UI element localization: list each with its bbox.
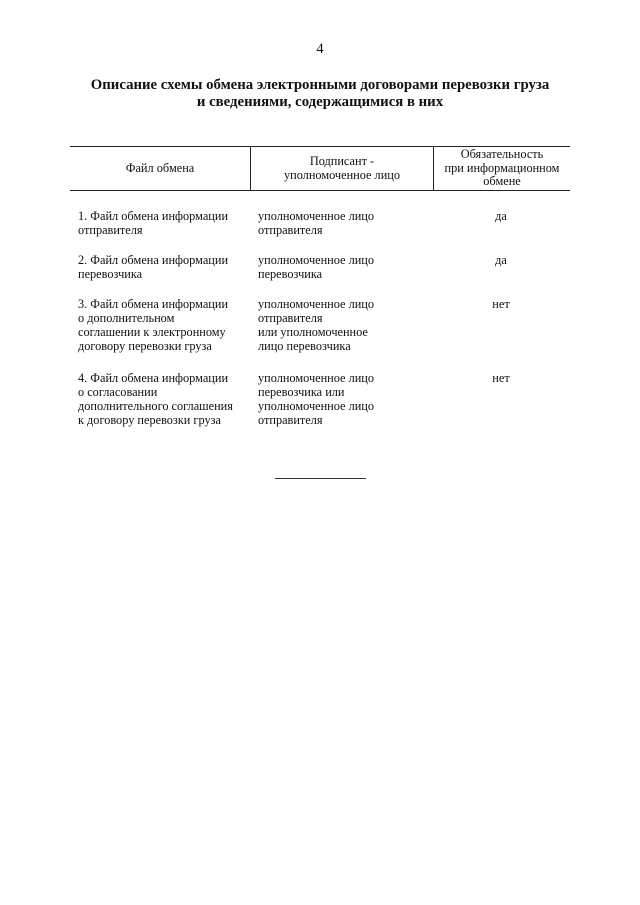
table-row	[70, 209, 570, 237]
cell-signer: уполномоченное лицо перевозчика	[258, 253, 375, 281]
cell-signer: уполномоченное лицо отправителя	[258, 209, 375, 237]
header-exchange-file: Файл обмена	[70, 147, 251, 190]
table-header	[70, 146, 570, 191]
page-number: 4	[316, 41, 324, 57]
cell-exchange-file: 1. Файл обмена информации отправителя	[78, 209, 229, 237]
cell-required: да	[495, 209, 507, 223]
exchange-scheme-table	[70, 146, 570, 427]
cell-required: нет	[492, 371, 510, 385]
cell-exchange-file: 3. Файл обмена информации о дополнительном соглашении к электронному договору перевозки груза	[78, 297, 229, 353]
cell-required: да	[495, 253, 507, 267]
header-required: Обязательность при информационном обмене	[444, 147, 560, 189]
document-title	[60, 77, 580, 111]
cell-exchange-file: 2. Файл обмена информации перевозчика	[78, 253, 229, 281]
cell-signer: уполномоченное лицо перевозчика или уполномоченное лицо отправителя	[258, 371, 375, 427]
cell-signer: уполномоченное лицо отправителя или уполномоченное лицо перевозчика	[258, 297, 375, 353]
document-title-line-2: и сведениями, содержащимися в них	[196, 94, 444, 110]
header-signer: Подписант - уполномоченное лицо	[251, 147, 434, 190]
document-title-line-1: Описание схемы обмена электронными договорами перевозки груза	[90, 77, 550, 93]
end-of-document-divider	[275, 478, 366, 479]
table-row	[70, 297, 570, 353]
table-row	[70, 253, 570, 281]
cell-required: нет	[492, 297, 510, 311]
table-row	[70, 371, 570, 427]
cell-exchange-file: 4. Файл обмена информации о согласовании дополнительного соглашения к договору перевозки груза	[78, 371, 233, 427]
